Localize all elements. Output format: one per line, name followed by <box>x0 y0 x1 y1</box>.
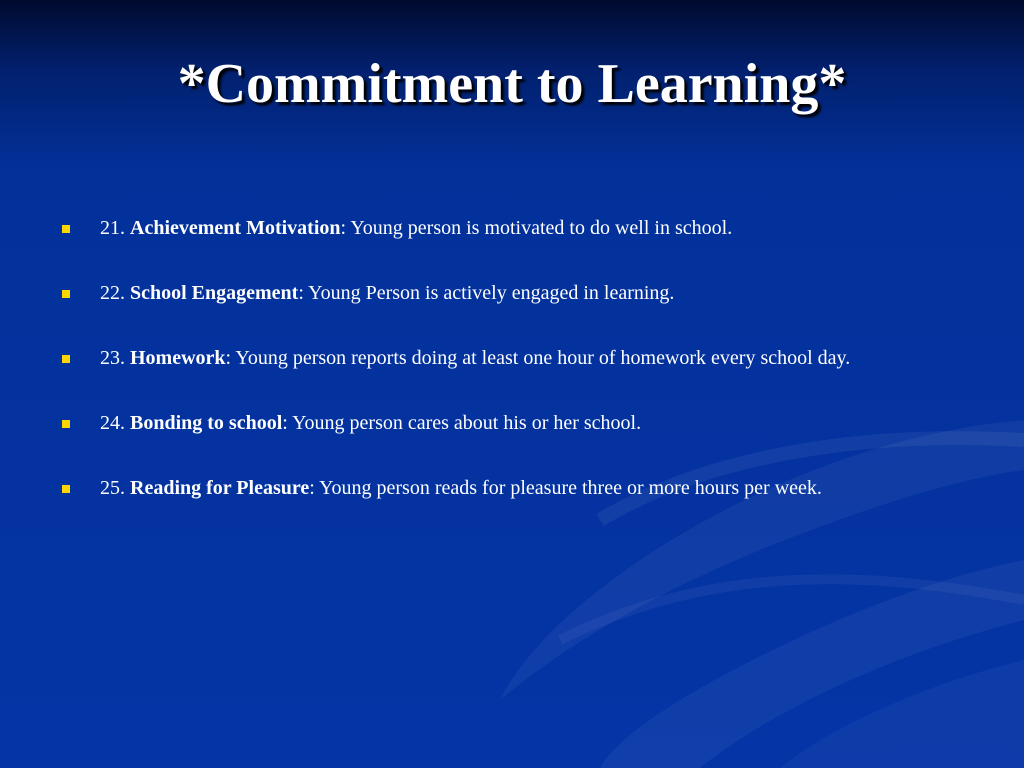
item-description: Young person is motivated to do well in school. <box>350 217 733 239</box>
square-bullet-icon <box>62 485 70 493</box>
item-number: 21. <box>100 217 130 239</box>
item-number: 25. <box>100 477 130 499</box>
item-term: Reading for Pleasure <box>130 477 310 499</box>
item-separator: : <box>225 347 236 369</box>
list-item <box>60 279 860 307</box>
item-term: Homework <box>130 347 226 369</box>
square-bullet-icon <box>62 225 70 233</box>
list-item <box>60 214 860 242</box>
square-bullet-icon <box>62 290 70 298</box>
item-separator: : <box>340 217 351 239</box>
bullet-list <box>60 214 860 539</box>
square-bullet-icon <box>62 355 70 363</box>
item-description: Young Person is actively engaged in learning. <box>308 282 675 304</box>
item-number: 24. <box>100 412 130 434</box>
item-number: 22. <box>100 282 130 304</box>
item-number: 23. <box>100 347 130 369</box>
item-separator: : <box>309 477 320 499</box>
list-item <box>60 474 860 502</box>
list-item <box>60 409 860 437</box>
item-description: Young person reads for pleasure three or more hours per week. <box>319 477 822 499</box>
item-term: Achievement Motivation <box>130 217 341 239</box>
item-description: Young person cares about his or her school. <box>292 412 642 434</box>
item-separator: : <box>298 282 309 304</box>
item-term: School Engagement <box>130 282 299 304</box>
square-bullet-icon <box>62 420 70 428</box>
item-separator: : <box>282 412 293 434</box>
list-item <box>60 344 860 372</box>
slide-title: *Commitment to Learning* <box>177 53 847 115</box>
item-term: Bonding to school <box>130 412 283 434</box>
item-description: Young person reports doing at least one hour of homework every school day. <box>235 347 851 369</box>
